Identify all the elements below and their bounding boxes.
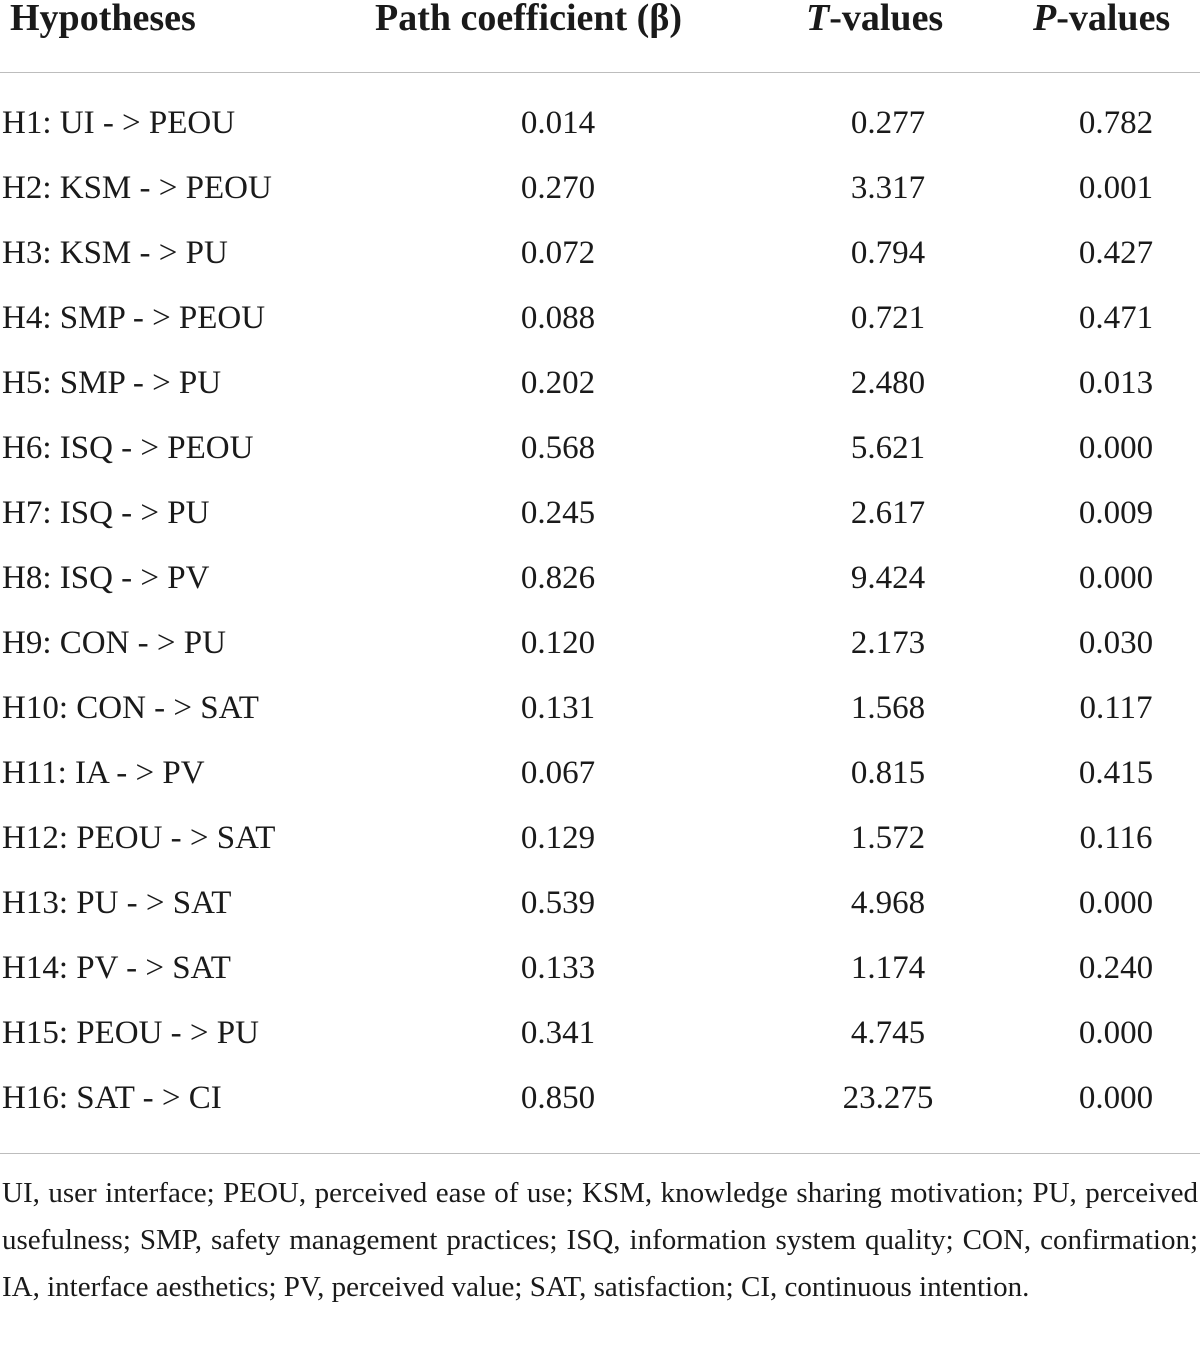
cell-hypothesis: H1: UI - > PEOU xyxy=(2,105,236,141)
cell-hypothesis: H9: CON - > PU xyxy=(2,625,226,661)
table-row xyxy=(0,1070,1200,1135)
cell-path-coefficient: 0.202 xyxy=(520,365,596,401)
cell-hypothesis: H3: KSM - > PU xyxy=(2,235,228,271)
cell-p-value: 0.782 xyxy=(1078,105,1154,141)
cell-hypothesis: H14: PV - > SAT xyxy=(2,950,231,986)
cell-t-value: 2.617 xyxy=(850,495,926,531)
table-row xyxy=(0,290,1200,355)
cell-path-coefficient: 0.826 xyxy=(520,560,596,596)
cell-t-value: 0.794 xyxy=(850,235,926,271)
cell-path-coefficient: 0.133 xyxy=(520,950,596,986)
table-bottom-rule xyxy=(0,1153,1200,1154)
header-hypotheses: Hypotheses xyxy=(10,0,196,39)
cell-t-value: 3.317 xyxy=(850,170,926,206)
cell-p-value: 0.030 xyxy=(1078,625,1154,661)
cell-hypothesis: H10: CON - > SAT xyxy=(2,690,259,726)
cell-t-value: 5.621 xyxy=(850,430,926,466)
table-row xyxy=(0,95,1200,160)
cell-hypothesis: H8: ISQ - > PV xyxy=(2,560,210,596)
cell-hypothesis: H16: SAT - > CI xyxy=(2,1080,222,1116)
table-row xyxy=(0,810,1200,875)
cell-t-value: 23.275 xyxy=(842,1080,934,1116)
cell-p-value: 0.001 xyxy=(1078,170,1154,206)
cell-p-value: 0.000 xyxy=(1078,430,1154,466)
cell-hypothesis: H11: IA - > PV xyxy=(2,755,205,791)
cell-hypothesis: H4: SMP - > PEOU xyxy=(2,300,266,336)
cell-path-coefficient: 0.129 xyxy=(520,820,596,856)
cell-hypothesis: H5: SMP - > PU xyxy=(2,365,222,401)
header-path-coefficient: Path coefficient (β) xyxy=(375,0,683,39)
cell-hypothesis: H15: PEOU - > PU xyxy=(2,1015,259,1051)
cell-p-value: 0.415 xyxy=(1078,755,1154,791)
cell-t-value: 1.572 xyxy=(850,820,926,856)
table-header xyxy=(0,0,1200,73)
cell-t-value: 0.815 xyxy=(850,755,926,791)
header-t-values xyxy=(806,0,943,40)
cell-t-value: 0.277 xyxy=(850,105,926,141)
table-row xyxy=(0,680,1200,745)
cell-p-value: 0.009 xyxy=(1078,495,1154,531)
table-row xyxy=(0,745,1200,810)
cell-p-value: 0.013 xyxy=(1078,365,1154,401)
table-row xyxy=(0,485,1200,550)
header-p-rest: -values xyxy=(1056,0,1171,39)
cell-path-coefficient: 0.088 xyxy=(520,300,596,336)
cell-path-coefficient: 0.131 xyxy=(520,690,596,726)
cell-t-value: 1.568 xyxy=(850,690,926,726)
cell-path-coefficient: 0.120 xyxy=(520,625,596,661)
cell-path-coefficient: 0.072 xyxy=(520,235,596,271)
cell-t-value: 0.721 xyxy=(850,300,926,336)
cell-p-value: 0.240 xyxy=(1078,950,1154,986)
table-row xyxy=(0,940,1200,1005)
cell-hypothesis: H12: PEOU - > SAT xyxy=(2,820,276,856)
cell-path-coefficient: 0.014 xyxy=(520,105,596,141)
table-row xyxy=(0,420,1200,485)
cell-path-coefficient: 0.341 xyxy=(520,1015,596,1051)
header-p-italic: P xyxy=(1033,0,1057,39)
cell-hypothesis: H6: ISQ - > PEOU xyxy=(2,430,254,466)
cell-path-coefficient: 0.568 xyxy=(520,430,596,466)
table-row xyxy=(0,160,1200,225)
header-t-rest: -values xyxy=(829,0,944,39)
cell-p-value: 0.000 xyxy=(1078,1015,1154,1051)
table-row xyxy=(0,615,1200,680)
cell-p-value: 0.000 xyxy=(1078,885,1154,921)
table-body xyxy=(0,73,1200,1135)
header-t-italic: T xyxy=(806,0,830,39)
table-row xyxy=(0,225,1200,290)
cell-p-value: 0.000 xyxy=(1078,1080,1154,1116)
cell-hypothesis: H2: KSM - > PEOU xyxy=(2,170,272,206)
cell-path-coefficient: 0.245 xyxy=(520,495,596,531)
cell-t-value: 2.173 xyxy=(850,625,926,661)
cell-path-coefficient: 0.850 xyxy=(520,1080,596,1116)
cell-t-value: 2.480 xyxy=(850,365,926,401)
cell-path-coefficient: 0.067 xyxy=(520,755,596,791)
cell-t-value: 4.968 xyxy=(850,885,926,921)
cell-path-coefficient: 0.270 xyxy=(520,170,596,206)
header-p-values xyxy=(1033,0,1170,40)
cell-p-value: 0.116 xyxy=(1079,820,1153,856)
table-row xyxy=(0,1005,1200,1070)
cell-t-value: 1.174 xyxy=(850,950,926,986)
table-row xyxy=(0,875,1200,940)
table-row xyxy=(0,550,1200,615)
cell-p-value: 0.000 xyxy=(1078,560,1154,596)
cell-t-value: 4.745 xyxy=(850,1015,926,1051)
cell-p-value: 0.117 xyxy=(1079,690,1153,726)
cell-path-coefficient: 0.539 xyxy=(520,885,596,921)
cell-t-value: 9.424 xyxy=(850,560,926,596)
table-footnote: UI, user interface; PEOU, perceived ease of use; KSM, knowledge sharing motivation; PU, perceived usefulness; SMP, safety management practices; ISQ, information system quality; CON, confirmation; IA, interface aesthetics; PV, perceived value; SAT, satisfaction; CI, continuous intention. xyxy=(2,1177,1198,1303)
cell-p-value: 0.471 xyxy=(1078,300,1154,336)
cell-p-value: 0.427 xyxy=(1078,235,1154,271)
table-row xyxy=(0,355,1200,420)
cell-hypothesis: H13: PU - > SAT xyxy=(2,885,232,921)
cell-hypothesis: H7: ISQ - > PU xyxy=(2,495,210,531)
